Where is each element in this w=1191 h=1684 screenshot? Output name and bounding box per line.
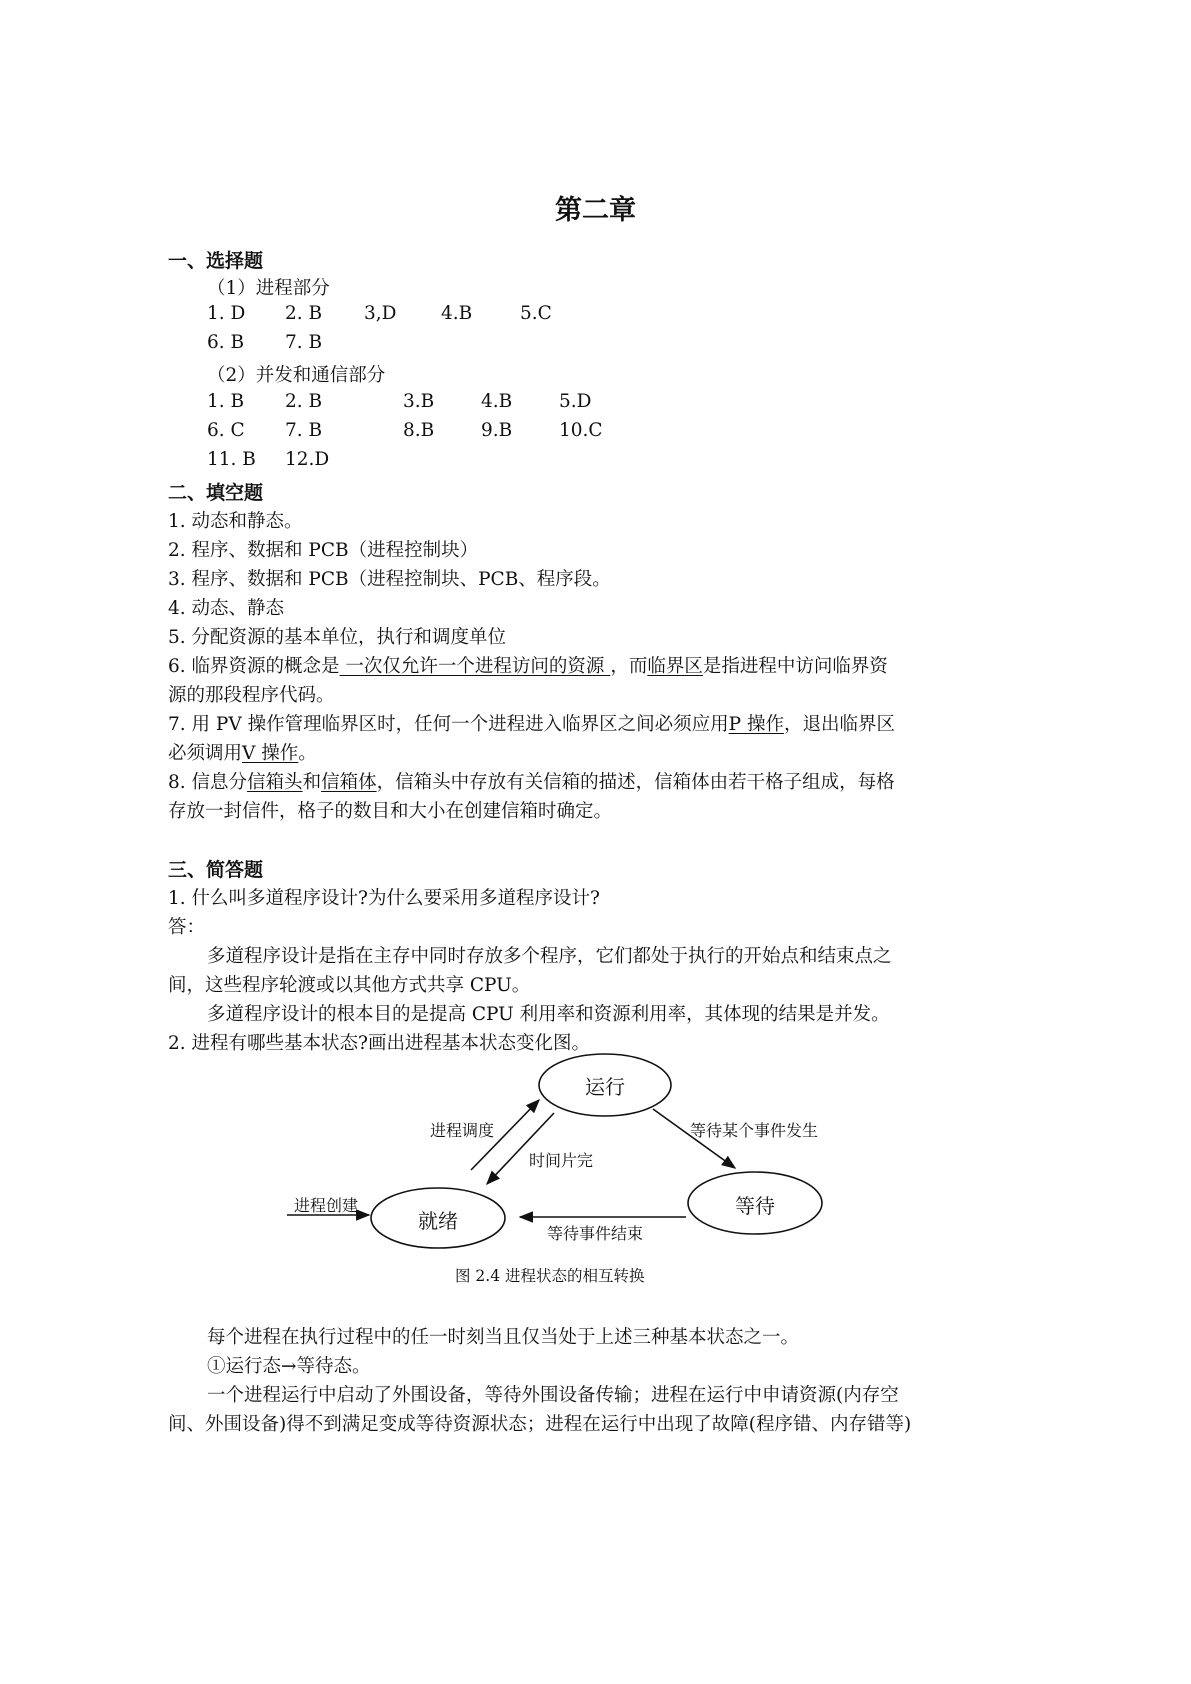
fill-answer: 信箱体 <box>321 772 377 793</box>
fill-text: 必须调用 <box>168 743 243 764</box>
answer-cell: 4.B <box>481 391 513 412</box>
fill-text: 6. 临界资源的概念是 <box>168 656 340 677</box>
answer-cell: 7. B <box>285 332 323 353</box>
body-paragraph: 每个进程在执行过程中的任一时刻当且仅当处于上述三种基本状态之一。 <box>207 1327 800 1348</box>
answer-cell: 2. B <box>285 391 323 412</box>
answer-cell: 4.B <box>441 303 473 324</box>
fill-text: 。 <box>298 743 317 764</box>
answer-cell: 12.D <box>285 449 330 470</box>
answer-cell: 3.B <box>403 391 435 412</box>
answer-cell: 2. B <box>285 303 323 324</box>
node-ready-label: 就绪 <box>418 1209 458 1233</box>
fill-answer: 信箱头 <box>247 772 303 793</box>
body-paragraph: 间、外围设备)得不到满足变成等待资源状态；进程在运行中出现了故障(程序错、内存错等) <box>168 1414 912 1435</box>
fill-item-6-cont: 源的那段程序代码。 <box>168 685 335 706</box>
fill-answer: 一次仅允许一个进程访问的资源 <box>339 656 611 677</box>
body-paragraph: ①运行态→等待态。 <box>207 1356 371 1377</box>
answer-cell: 6. C <box>207 420 245 441</box>
fill-answer: P 操作 <box>728 714 784 735</box>
choice-part1-label: （1）进程部分 <box>207 278 330 299</box>
section-fill-heading: 二、填空题 <box>168 482 264 504</box>
fill-text: 和 <box>302 772 322 793</box>
fill-item: 4. 动态、静态 <box>168 598 285 619</box>
answer-cell: 1. D <box>207 303 246 324</box>
fill-text: ，信箱头中存放有关信箱的描述，信箱体由若干格子组成，每格 <box>376 772 895 793</box>
edge-event-end-label: 等待事件结束 <box>547 1224 644 1243</box>
answer-cell: 9.B <box>481 420 513 441</box>
fill-text: 是指进程中访问临界资 <box>702 656 888 677</box>
edge-schedule-label: 进程调度 <box>430 1121 495 1140</box>
answer-label: 答： <box>168 917 206 938</box>
fill-item: 1. 动态和静态。 <box>168 511 303 532</box>
fill-item: 5. 分配资源的基本单位，执行和调度单位 <box>168 627 507 648</box>
answer-cell: 10.C <box>559 420 603 441</box>
question-1: 1. 什么叫多道程序设计?为什么要采用多道程序设计? <box>168 888 600 909</box>
fill-text: ，而 <box>610 656 648 677</box>
question-2: 2. 进程有哪些基本状态?画出进程基本状态变化图。 <box>168 1033 590 1054</box>
choice-part2-label: （2）并发和通信部分 <box>207 365 386 386</box>
answer-paragraph: 多道程序设计的根本目的是提高 CPU 利用率和资源利用率，其体现的结果是并发。 <box>207 1004 890 1025</box>
answer-paragraph: 多道程序设计是指在主存中同时存放多个程序，它们都处于执行的开始点和结束点之 <box>207 946 892 967</box>
answer-cell: 1. B <box>207 391 245 412</box>
answer-cell: 3,D <box>364 303 397 324</box>
answer-cell: 11. B <box>207 449 256 470</box>
fill-answer: 临界区 <box>647 656 703 677</box>
node-wait-label: 等待 <box>735 1194 775 1218</box>
body-paragraph: 一个进程运行中启动了外围设备，等待外围设备传输；进程在运行中申请资源(内存空 <box>207 1385 899 1406</box>
edge-wait-event-label: 等待某个事件发生 <box>690 1121 819 1140</box>
edge-timeslice-label: 时间片完 <box>529 1151 594 1170</box>
answer-cell: 5.D <box>559 391 592 412</box>
diagram-caption: 图 2.4 进程状态的相互转换 <box>455 1267 645 1285</box>
fill-answer: V 操作 <box>242 743 299 764</box>
fill-text: 8. 信息分 <box>168 772 248 793</box>
section-choice-heading: 一、选择题 <box>168 250 264 272</box>
answer-cell: 8.B <box>403 420 435 441</box>
edge-create-label: 进程创建 <box>294 1196 359 1215</box>
section-short-heading: 三、简答题 <box>168 859 264 881</box>
answer-cell: 5.C <box>520 303 552 324</box>
page-title: 第二章 <box>555 195 636 226</box>
fill-item-8-cont: 存放一封信件，格子的数目和大小在创建信箱时确定。 <box>168 801 613 822</box>
fill-item: 2. 程序、数据和 PCB（进程控制块） <box>168 540 479 561</box>
fill-text: ，退出临界区 <box>783 714 895 735</box>
fill-item: 3. 程序、数据和 PCB（进程控制块、PCB、程序段。 <box>168 569 611 590</box>
fill-text: 7. 用 PV 操作管理临界区时，任何一个进程进入临界区之间必须应用 <box>168 714 729 735</box>
node-run-label: 运行 <box>585 1075 625 1099</box>
answer-cell: 6. B <box>207 332 245 353</box>
answer-cell: 7. B <box>285 420 323 441</box>
answer-paragraph: 间，这些程序轮渡或以其他方式共享 CPU。 <box>168 975 531 996</box>
